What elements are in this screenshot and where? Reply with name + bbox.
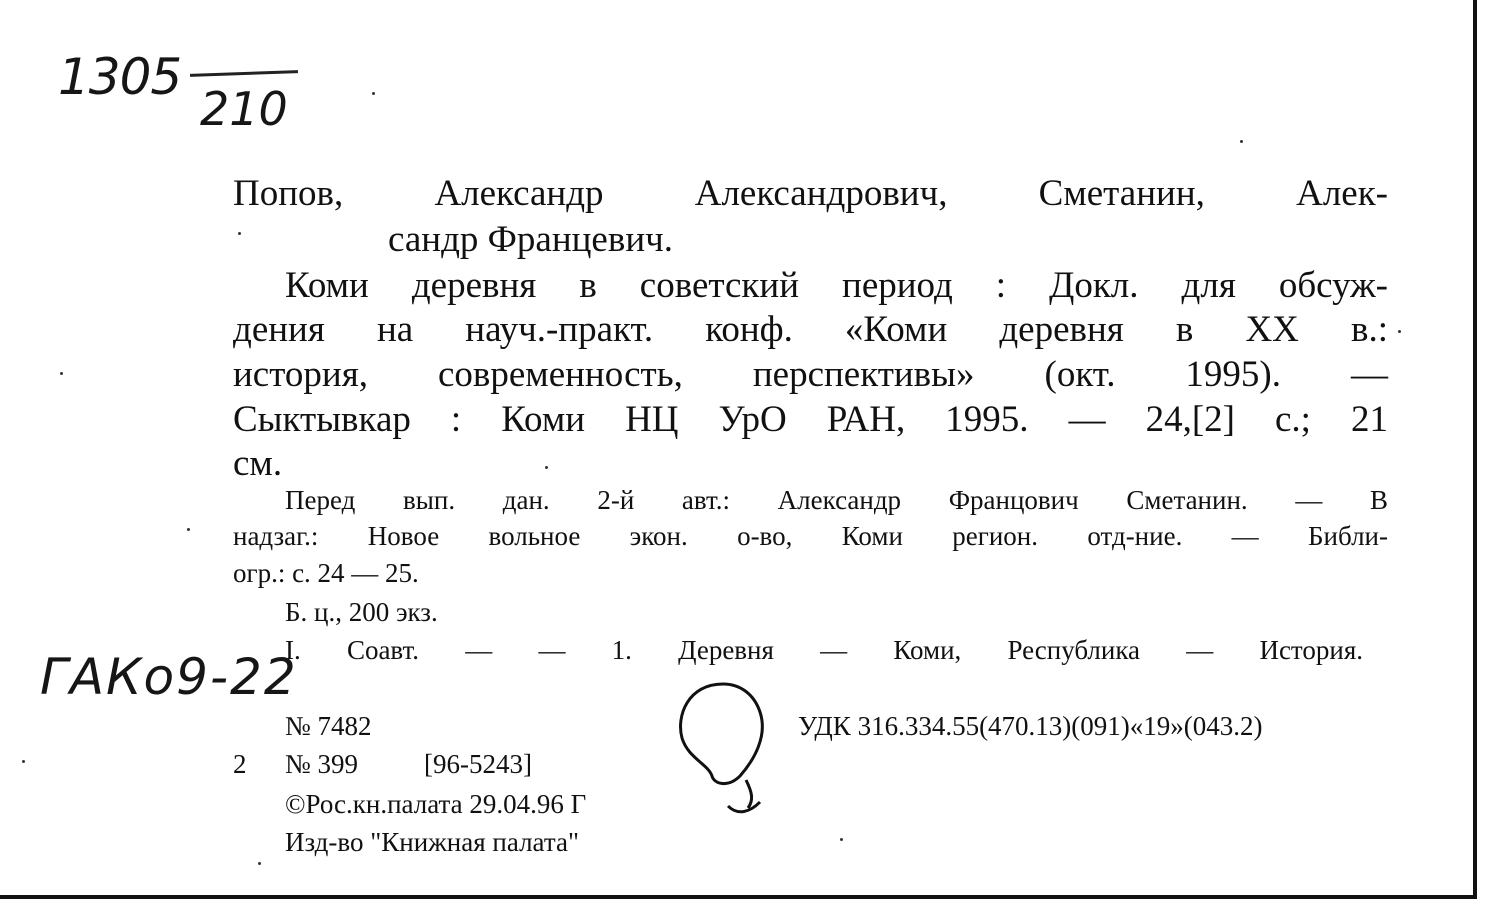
title-line-3: история, современность, перспективы» (окт. 1995). — <box>233 354 1388 395</box>
note-line-1: Перед вып. дан. 2-й авт.: Александр Францович Сметанин. — В <box>285 485 1388 515</box>
note-line-3: огр.: с. 24 — 25. <box>233 558 419 588</box>
call-number-main: 1305 <box>58 48 182 106</box>
scan-speck <box>1240 140 1243 143</box>
handwritten-call-number-sub: 210 <box>200 82 288 136</box>
call-number-fraction-line <box>190 70 298 77</box>
record-number: № 7482 <box>285 711 372 741</box>
card-set-prefix: 2 <box>233 749 247 779</box>
scan-speck <box>60 372 63 375</box>
scan-speck <box>840 838 843 841</box>
copyright-line: ©Рос.кн.палата 29.04.96 Г <box>285 789 587 819</box>
publisher-line: Изд-во "Книжная палата" <box>285 827 579 857</box>
scan-speck <box>22 760 25 763</box>
scan-speck <box>258 862 261 865</box>
card-number: № 399 <box>285 749 359 779</box>
scan-speck <box>238 232 241 235</box>
udc-classification: УДК 316.334.55(470.13)(091)«19»(043.2) <box>798 711 1263 741</box>
title-line-2: дения на науч.-практ. конф. «Коми деревня в XX в.: <box>233 309 1388 350</box>
title-line-4: Сыктывкар : Коми НЦ УрО РАН, 1995. — 24,[2] с.; 21 <box>233 399 1388 440</box>
author-line-1: Попов, Александр Александрович, Сметанин, Алек- <box>233 173 1388 214</box>
title-line-5: см. <box>233 443 283 484</box>
price-line: Б. ц., 200 экз. <box>285 597 438 627</box>
note-line-2: надзаг.: Новое вольное экон. о-во, Коми регион. отд-ние. — Библи- <box>233 521 1388 551</box>
scan-speck <box>372 92 375 95</box>
scan-speck <box>545 466 548 469</box>
card-code: [96-5243] <box>424 749 532 779</box>
stamp-loop-mark <box>668 676 778 826</box>
author-line-2: сандр Францевич. <box>388 219 673 260</box>
handwritten-archive-code: ГАКо9-22 <box>40 648 298 706</box>
handwritten-call-number <box>58 48 181 106</box>
subjects-line: I. Соавт. — — 1. Деревня — Коми, Республика — История. <box>285 635 1363 665</box>
scan-speck <box>187 528 190 531</box>
title-line-1: Коми деревня в советский период : Докл. для обсуж- <box>285 265 1388 306</box>
scan-speck <box>1398 330 1401 333</box>
